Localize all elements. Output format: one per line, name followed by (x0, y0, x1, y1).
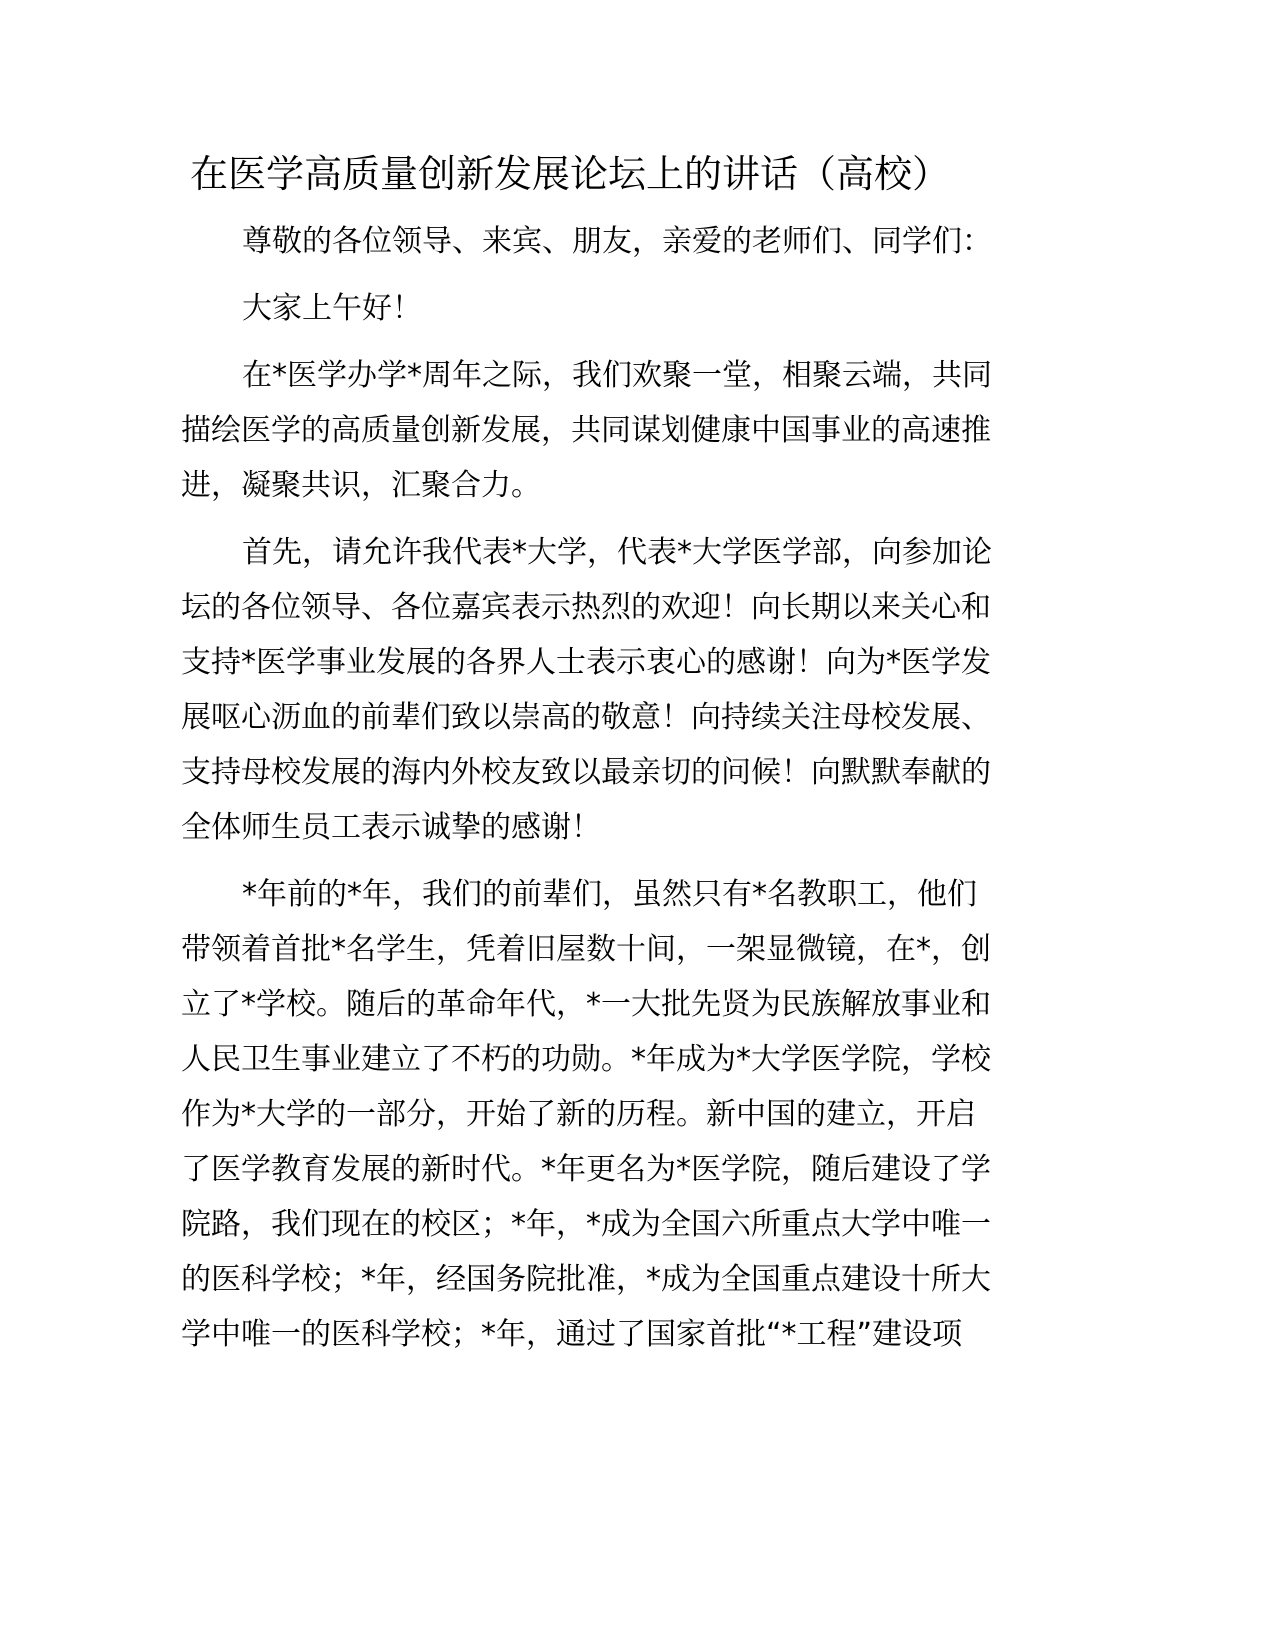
paragraph-1 (181, 348, 1041, 513)
greeting: 大家上午好！ (242, 291, 422, 326)
paragraph-line: 学中唯一的医科学校；*年，通过了国家首批“*工程”建设项 (181, 1317, 963, 1352)
paragraph-line: 了医学教育发展的新时代。*年更名为*医学院，随后建设了学 (181, 1152, 991, 1187)
paragraph-line: 坛的各位领导、各位嘉宾表示热烈的欢迎！向长期以来关心和 (181, 590, 991, 625)
document-title: 在医学高质量创新发展论坛上的讲话（高校） (190, 152, 951, 196)
paragraph-line: 在*医学办学*周年之际，我们欢聚一堂，相聚云端，共同 (242, 358, 992, 393)
paragraph-line: 支持*医学事业发展的各界人士表示衷心的感谢！向为*医学发 (181, 645, 991, 680)
document-body (181, 214, 1041, 1374)
paragraph-line: 带领着首批*名学生，凭着旧屋数十间，一架显微镜，在*，创 (181, 932, 991, 967)
paragraph-line: 首先，请允许我代表*大学，代表*大学医学部，向参加论 (242, 535, 992, 570)
paragraph-line: 人民卫生事业建立了不朽的功勋。*年成为*大学医学院，学校 (181, 1042, 991, 1077)
salutation: 尊敬的各位领导、来宾、朋友，亲爱的老师们、同学们： (242, 224, 992, 259)
paragraph-line: 全体师生员工表示诚挚的感谢！ (181, 810, 601, 845)
paragraph-line: 支持母校发展的海内外校友致以最亲切的问候！向默默奉献的 (181, 755, 991, 790)
paragraph-line: 进，凝聚共识，汇聚合力。 (181, 468, 541, 503)
paragraph-line: *年前的*年，我们的前辈们，虽然只有*名教职工，他们 (242, 877, 977, 912)
paragraph-line: 描绘医学的高质量创新发展，共同谋划健康中国事业的高速推 (181, 413, 991, 448)
paragraph-line: 作为*大学的一部分，开始了新的历程。新中国的建立，开启 (181, 1097, 976, 1132)
paragraph-line: 展呕心沥血的前辈们致以崇高的敬意！向持续关注母校发展、 (181, 700, 991, 735)
paragraph-line: 院路，我们现在的校区；*年，*成为全国六所重点大学中唯一 (181, 1207, 991, 1242)
paragraph-2 (181, 525, 1041, 855)
paragraph-line: 立了*学校。随后的革命年代，*一大批先贤为民族解放事业和 (181, 987, 991, 1022)
paragraph-line: 的医科学校；*年，经国务院批准，*成为全国重点建设十所大 (181, 1262, 991, 1297)
paragraph-3 (181, 867, 1041, 1362)
